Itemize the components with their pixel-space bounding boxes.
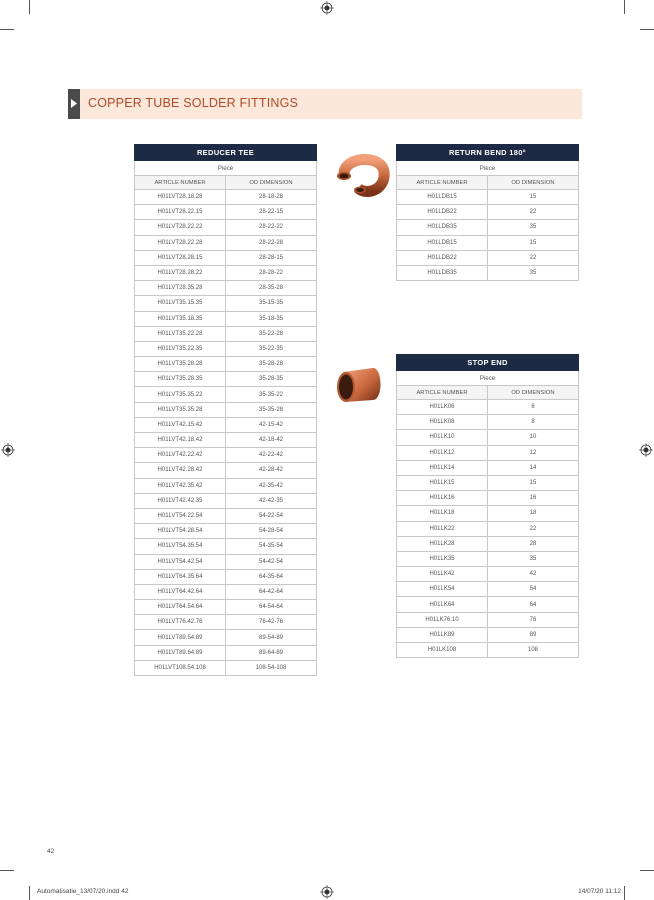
article-number-cell: H01LVT42.42.35 (135, 493, 226, 508)
table-row (135, 463, 317, 478)
crop-mark (640, 870, 654, 871)
unit-label: Piece (135, 161, 317, 176)
article-number-cell: H01LVT89.64.89 (135, 645, 226, 660)
od-dimension-cell: 108-54-108 (226, 660, 317, 675)
od-dimension-cell: 35 (488, 551, 579, 566)
table-row (135, 250, 317, 265)
table-row (397, 612, 579, 627)
table-row (397, 475, 579, 490)
article-number-cell: H01LVT28.28.15 (135, 250, 226, 265)
table-row (135, 645, 317, 660)
article-number-cell: H01LVT28.22.15 (135, 205, 226, 220)
table-row (397, 460, 579, 475)
od-dimension-cell: 42-18-42 (226, 433, 317, 448)
registration-mark-icon (1, 443, 15, 457)
article-number-cell: H01LVT28.22.22 (135, 220, 226, 235)
od-dimension-cell: 28-22-28 (226, 235, 317, 250)
article-number-cell: H01LK76.10 (397, 612, 488, 627)
article-number-cell: H01LVT54.22.54 (135, 508, 226, 523)
article-number-cell: H01LVT54.42.54 (135, 554, 226, 569)
article-number-cell: H01LVT35.18.35 (135, 311, 226, 326)
article-number-cell: H01LVT42.15.42 (135, 417, 226, 432)
article-number-cell: H01LVT42.18.42 (135, 433, 226, 448)
od-dimension-cell: 6 (488, 400, 579, 415)
od-dimension-cell: 35-35-28 (226, 402, 317, 417)
registration-mark-icon (320, 1, 334, 15)
od-dimension-cell: 28-28-15 (226, 250, 317, 265)
od-dimension-cell: 28-35-28 (226, 281, 317, 296)
table-row (135, 569, 317, 584)
slug-timestamp: 14/07/20 11:12 (578, 888, 621, 895)
od-dimension-cell: 35-22-28 (226, 326, 317, 341)
od-dimension-cell: 76-42-76 (226, 615, 317, 630)
table-row (397, 265, 579, 280)
article-number-cell: H01LDB15 (397, 190, 488, 205)
column-header-od: OD DIMENSION (226, 176, 317, 190)
od-dimension-cell: 35-28-28 (226, 357, 317, 372)
article-number-cell: H01LVT35.28.28 (135, 357, 226, 372)
article-number-cell: H01LK06 (397, 400, 488, 415)
table-row (135, 387, 317, 402)
article-number-cell: H01LDB35 (397, 265, 488, 280)
od-dimension-cell: 28 (488, 536, 579, 551)
article-number-cell: H01LVT35.35.22 (135, 387, 226, 402)
od-dimension-cell: 64 (488, 597, 579, 612)
table-row (397, 220, 579, 235)
table-row (135, 281, 317, 296)
table-row (397, 430, 579, 445)
article-number-cell: H01LDB22 (397, 250, 488, 265)
article-number-cell: H01LK89 (397, 627, 488, 642)
od-dimension-cell: 22 (488, 205, 579, 220)
od-dimension-cell: 42 (488, 567, 579, 582)
od-dimension-cell: 54 (488, 582, 579, 597)
od-dimension-cell: 89-64-89 (226, 645, 317, 660)
table-title: RETURN BEND 180° (397, 145, 579, 161)
article-number-cell: H01LDB15 (397, 235, 488, 250)
article-number-cell: H01LVT42.35.42 (135, 478, 226, 493)
article-number-cell: H01LVT28.35.28 (135, 281, 226, 296)
od-dimension-cell: 35-22-35 (226, 341, 317, 356)
table-row (135, 554, 317, 569)
article-number-cell: H01LVT35.15.35 (135, 296, 226, 311)
od-dimension-cell: 15 (488, 235, 579, 250)
table-row (397, 400, 579, 415)
od-dimension-cell: 28-18-28 (226, 190, 317, 205)
od-dimension-cell: 28-28-22 (226, 265, 317, 280)
article-number-cell: H01LK42 (397, 567, 488, 582)
od-dimension-cell: 22 (488, 250, 579, 265)
article-number-cell: H01LK15 (397, 475, 488, 490)
table-row (397, 536, 579, 551)
unit-label: Piece (397, 371, 579, 386)
od-dimension-cell: 76 (488, 612, 579, 627)
od-dimension-cell: 28-22-15 (226, 205, 317, 220)
article-number-cell: H01LVT54.35.54 (135, 539, 226, 554)
table-row (135, 296, 317, 311)
article-number-cell: H01LK10 (397, 430, 488, 445)
article-number-cell: H01LVT64.35.64 (135, 569, 226, 584)
table-row (135, 311, 317, 326)
stop-end-image (333, 362, 385, 408)
article-number-cell: H01LVT89.54.89 (135, 630, 226, 645)
article-number-cell: H01LDB35 (397, 220, 488, 235)
od-dimension-cell: 54-35-54 (226, 539, 317, 554)
article-number-cell: H01LVT35.35.28 (135, 402, 226, 417)
unit-label: Piece (397, 161, 579, 176)
table-row (135, 600, 317, 615)
table-row (135, 493, 317, 508)
od-dimension-cell: 18 (488, 506, 579, 521)
table-row (135, 615, 317, 630)
table-row (397, 506, 579, 521)
article-number-cell: H01LVT28.28.22 (135, 265, 226, 280)
table-row (135, 402, 317, 417)
table-row (135, 524, 317, 539)
table-row (397, 205, 579, 220)
article-number-cell: H01LK16 (397, 491, 488, 506)
od-dimension-cell: 14 (488, 460, 579, 475)
article-number-cell: H01LK22 (397, 521, 488, 536)
od-dimension-cell: 42-22-42 (226, 448, 317, 463)
table-row (135, 341, 317, 356)
crop-mark (0, 29, 14, 30)
od-dimension-cell: 35-35-22 (226, 387, 317, 402)
table-row (135, 357, 317, 372)
od-dimension-cell: 8 (488, 415, 579, 430)
article-number-cell: H01LK18 (397, 506, 488, 521)
column-header-od: OD DIMENSION (488, 176, 579, 190)
article-number-cell: H01LK35 (397, 551, 488, 566)
table-title: REDUCER TEE (135, 145, 317, 161)
section-title: COPPER TUBE SOLDER FITTINGS (88, 96, 299, 110)
article-number-cell: H01LK14 (397, 460, 488, 475)
table-row (135, 539, 317, 554)
table-row (135, 190, 317, 205)
article-number-cell: H01LVT76.42.76 (135, 615, 226, 630)
table-row (397, 643, 579, 658)
table-row (397, 627, 579, 642)
od-dimension-cell: 89 (488, 627, 579, 642)
crop-mark (0, 870, 14, 871)
article-number-cell: H01LVT28.22.28 (135, 235, 226, 250)
crop-mark (640, 29, 654, 30)
od-dimension-cell: 108 (488, 643, 579, 658)
article-number-cell: H01LVT64.42.64 (135, 584, 226, 599)
article-number-cell: H01LK64 (397, 597, 488, 612)
table-row (135, 220, 317, 235)
od-dimension-cell: 42-42-35 (226, 493, 317, 508)
od-dimension-cell: 64-42-64 (226, 584, 317, 599)
article-number-cell: H01LVT42.28.42 (135, 463, 226, 478)
table-row (135, 235, 317, 250)
page-number: 42 (47, 848, 55, 855)
banner-tab (68, 89, 80, 119)
triangle-right-icon (71, 99, 77, 108)
stop-end-table (396, 354, 579, 658)
table-row (135, 660, 317, 675)
od-dimension-cell: 42-15-42 (226, 417, 317, 432)
od-dimension-cell: 35-28-35 (226, 372, 317, 387)
column-header-article: ARTICLE NUMBER (397, 176, 488, 190)
article-number-cell: H01LVT54.28.54 (135, 524, 226, 539)
article-number-cell: H01LDB22 (397, 205, 488, 220)
article-number-cell: H01LVT35.22.28 (135, 326, 226, 341)
article-number-cell: H01LVT64.54.64 (135, 600, 226, 615)
od-dimension-cell: 35-15-35 (226, 296, 317, 311)
od-dimension-cell: 28-22-22 (226, 220, 317, 235)
table-row (135, 448, 317, 463)
od-dimension-cell: 64-35-64 (226, 569, 317, 584)
table-row (135, 265, 317, 280)
crop-mark (29, 0, 30, 14)
table-row (397, 551, 579, 566)
registration-mark-icon (320, 885, 334, 899)
column-header-od: OD DIMENSION (488, 386, 579, 400)
article-number-cell: H01LK54 (397, 582, 488, 597)
table-row (397, 582, 579, 597)
article-number-cell: H01LVT42.22.42 (135, 448, 226, 463)
article-number-cell: H01LK12 (397, 445, 488, 460)
article-number-cell: H01LK28 (397, 536, 488, 551)
crop-mark (624, 886, 625, 900)
table-row (397, 235, 579, 250)
crop-mark (624, 0, 625, 14)
table-row (135, 433, 317, 448)
table-row (135, 584, 317, 599)
table-row (397, 491, 579, 506)
table-row (135, 372, 317, 387)
table-row (135, 478, 317, 493)
od-dimension-cell: 10 (488, 430, 579, 445)
return-bend-image (330, 150, 390, 200)
od-dimension-cell: 89-54-89 (226, 630, 317, 645)
od-dimension-cell: 16 (488, 491, 579, 506)
od-dimension-cell: 64-54-64 (226, 600, 317, 615)
column-header-article: ARTICLE NUMBER (135, 176, 226, 190)
od-dimension-cell: 54-28-54 (226, 524, 317, 539)
table-row (397, 521, 579, 536)
table-row (135, 417, 317, 432)
table-title: STOP END (397, 355, 579, 371)
table-row (135, 508, 317, 523)
od-dimension-cell: 42-28-42 (226, 463, 317, 478)
od-dimension-cell: 35 (488, 220, 579, 235)
article-number-cell: H01LVT35.22.35 (135, 341, 226, 356)
table-row (397, 415, 579, 430)
article-number-cell: H01LVT28.18.28 (135, 190, 226, 205)
table-row (135, 205, 317, 220)
article-number-cell: H01LK08 (397, 415, 488, 430)
od-dimension-cell: 35 (488, 265, 579, 280)
od-dimension-cell: 22 (488, 521, 579, 536)
od-dimension-cell: 35-18-35 (226, 311, 317, 326)
table-row (135, 326, 317, 341)
table-row (397, 190, 579, 205)
reducer-tee-table (134, 144, 317, 676)
article-number-cell: H01LVT35.28.35 (135, 372, 226, 387)
crop-mark (29, 886, 30, 900)
article-number-cell: H01LK108 (397, 643, 488, 658)
article-number-cell: H01LVT108.54.108 (135, 660, 226, 675)
od-dimension-cell: 15 (488, 190, 579, 205)
table-row (397, 250, 579, 265)
return-bend-table (396, 144, 579, 281)
table-row (397, 597, 579, 612)
table-row (135, 630, 317, 645)
table-row (397, 445, 579, 460)
section-banner (68, 89, 582, 119)
slug-file-info: Automatisatie_13/07/20.indd 42 (37, 888, 129, 895)
table-row (397, 567, 579, 582)
od-dimension-cell: 54-42-54 (226, 554, 317, 569)
registration-mark-icon (639, 443, 653, 457)
od-dimension-cell: 15 (488, 475, 579, 490)
od-dimension-cell: 12 (488, 445, 579, 460)
column-header-article: ARTICLE NUMBER (397, 386, 488, 400)
od-dimension-cell: 42-35-42 (226, 478, 317, 493)
od-dimension-cell: 54-22-54 (226, 508, 317, 523)
